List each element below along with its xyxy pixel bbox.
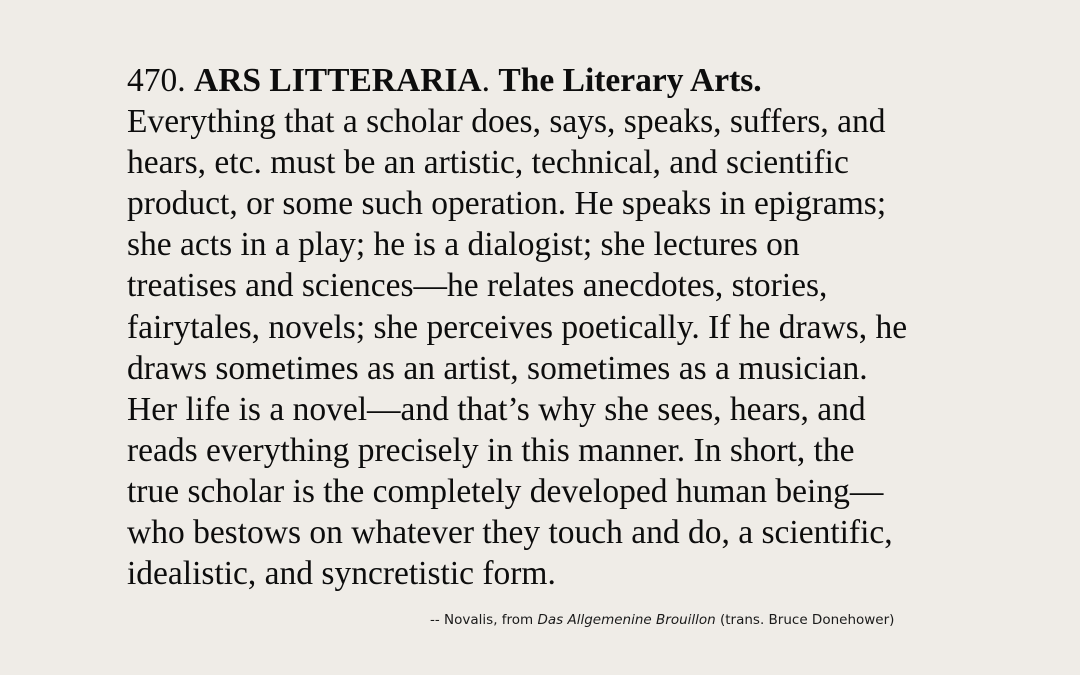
entry-number: 470. bbox=[127, 62, 186, 99]
attribution-prefix: -- Novalis, from bbox=[430, 612, 538, 628]
body-line: Everything that a scholar does, says, speaks, suffers, and bbox=[127, 103, 886, 141]
body-line: product, or some such operation. He speaks in epigrams; bbox=[127, 185, 887, 223]
attribution-work-title: Das Allgemenine Brouillon bbox=[537, 612, 716, 628]
body-line: draws sometimes as an artist, sometimes as a musician. bbox=[127, 349, 868, 387]
attribution-suffix: (trans. Bruce Donehower) bbox=[715, 612, 895, 628]
body-line: treatises and sciences—he relates anecdotes, stories, bbox=[127, 267, 828, 305]
entry-heading-line: 470. ARS LITTERARIA. The Literary Arts. bbox=[127, 62, 762, 99]
body-line: hears, etc. must be an artistic, technical, and scientific bbox=[127, 144, 849, 182]
quote-passage bbox=[127, 60, 1027, 594]
body-line: Her life is a novel—and that’s why she sees, hears, and bbox=[127, 390, 866, 428]
body-line: reads everything precisely in this manner. In short, the bbox=[127, 431, 855, 469]
entry-heading-latin: ARS LITTERARIA bbox=[194, 62, 482, 99]
attribution bbox=[430, 611, 990, 629]
body-line: fairytales, novels; she perceives poetically. If he draws, he bbox=[127, 308, 908, 346]
body-line: she acts in a play; he is a dialogist; she lectures on bbox=[127, 226, 800, 264]
body-line: true scholar is the completely developed human being— bbox=[127, 472, 884, 510]
body-line: idealistic, and syncretistic form. bbox=[127, 555, 556, 593]
entry-heading-english: The Literary Arts. bbox=[498, 62, 762, 99]
body-line: who bestows on whatever they touch and do, a scientific, bbox=[127, 514, 893, 552]
